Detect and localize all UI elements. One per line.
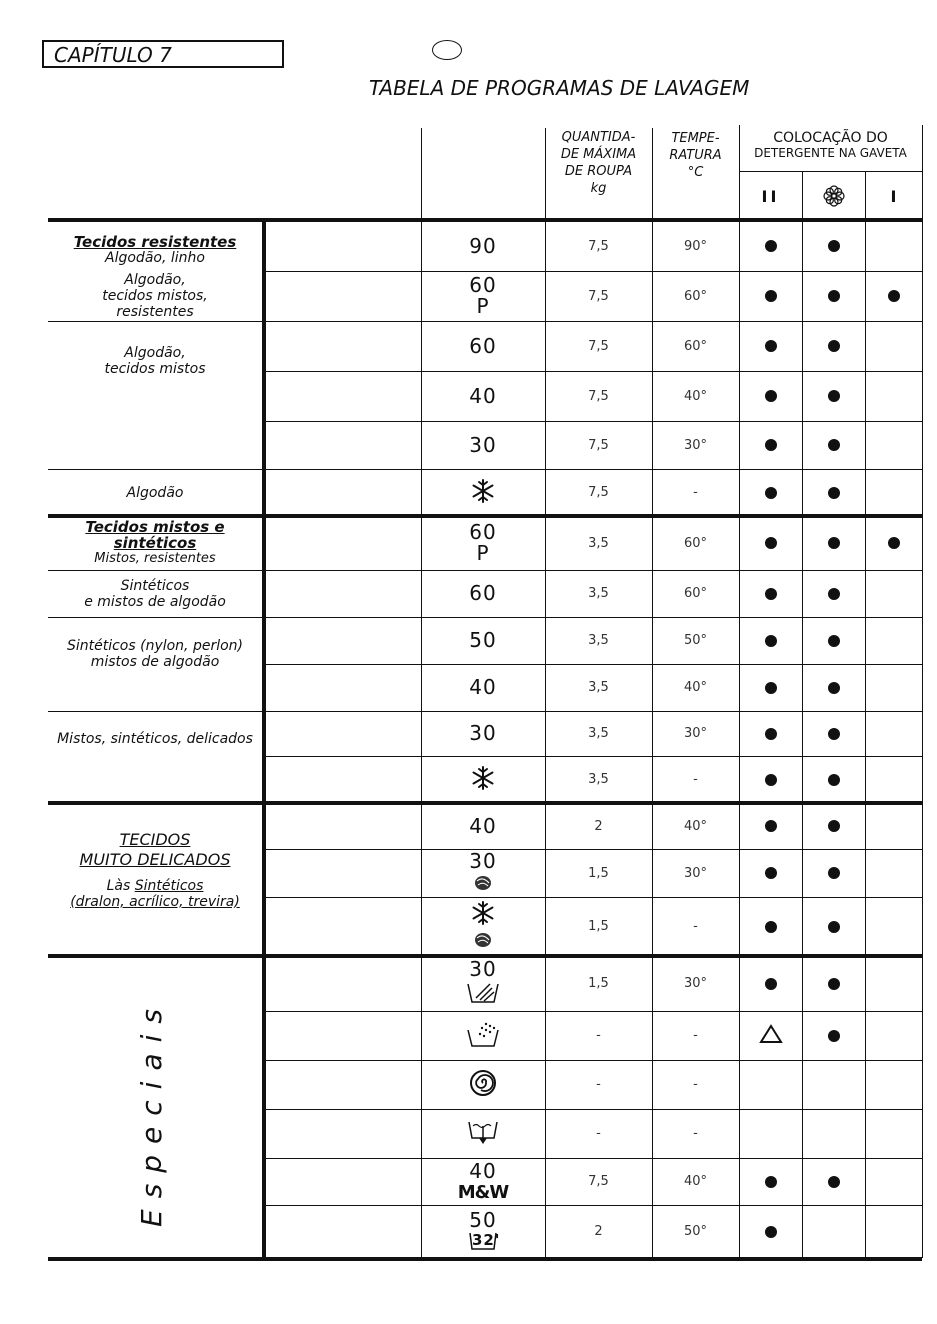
detergent-cell-c1 — [739, 849, 802, 897]
quantity-value: 7,5 — [588, 338, 609, 354]
detergent-dot — [828, 921, 840, 933]
detergent-cell-c2 — [802, 221, 865, 271]
detergent-cell-c3 — [865, 617, 922, 664]
page-title: TABELA DE PROGRAMAS DE LAVAGEM — [369, 76, 750, 100]
header-quantity-line: kg — [590, 180, 607, 196]
program-temperature: 50 — [469, 628, 497, 652]
group-line: Algodão, — [124, 344, 186, 361]
detergent-cell-c2 — [802, 570, 865, 617]
group-line: e mistos de algodão — [84, 593, 226, 610]
temperature-cell — [652, 756, 739, 803]
header-temperature-line: °C — [687, 164, 704, 180]
group-line: resistentes — [116, 304, 194, 320]
detergent-cell-c3 — [865, 1060, 922, 1109]
detergent-dot — [765, 820, 777, 832]
spin-icon — [469, 1069, 497, 1101]
quantity-value: 2 — [594, 818, 603, 834]
group-subtitle: Mistos, resistentes — [94, 551, 216, 566]
detergent-cell-c1 — [739, 1158, 802, 1205]
detergent-cell-c3 — [865, 1205, 922, 1258]
quantity-cell — [545, 371, 652, 421]
quantity-cell — [545, 469, 652, 516]
detergent-dot — [828, 487, 840, 499]
temperature-value: - — [693, 485, 698, 500]
detergent-cell-c2 — [802, 271, 865, 321]
quantity-cell — [545, 1011, 652, 1060]
detergent-cell-c1 — [739, 321, 802, 371]
detergent-cell-c2 — [802, 956, 865, 1011]
quantity-cell — [545, 897, 652, 956]
quantity-cell — [545, 617, 652, 664]
temperature-cell — [652, 711, 739, 756]
detergent-dot — [765, 774, 777, 786]
detergent-dot — [828, 978, 840, 990]
program-symbol — [421, 371, 545, 421]
detergent-cell-c2 — [802, 469, 865, 516]
detergent-cell-c3 — [865, 1109, 922, 1158]
quantity-cell — [545, 271, 652, 321]
detergent-cell-c2 — [802, 897, 865, 956]
quantity-value: 7,5 — [588, 1174, 609, 1189]
group-line: Algodão — [126, 484, 184, 501]
detergent-dot — [765, 537, 777, 549]
quantity-cell — [545, 803, 652, 849]
temperature-cell — [652, 664, 739, 711]
detergent-cell-c3 — [865, 371, 922, 421]
group-title: Tecidos resistentes — [73, 233, 237, 251]
program-symbol — [421, 803, 545, 849]
group-subtitle-prefix: Làs — [106, 878, 135, 894]
compartment-label: I — [890, 186, 897, 206]
group-title: sintéticos — [113, 534, 197, 552]
temperature-cell — [652, 271, 739, 321]
detergent-dot — [765, 978, 777, 990]
detergent-dot — [828, 635, 840, 647]
quantity-cell — [545, 1109, 652, 1158]
temperature-cell — [652, 1109, 739, 1158]
temperature-cell — [652, 803, 739, 849]
temperature-value: - — [693, 772, 698, 787]
detergent-dot — [765, 240, 777, 252]
program-symbol — [421, 421, 545, 469]
program-symbol — [421, 1158, 545, 1205]
header-quantity-line: DE ROUPA — [564, 163, 633, 179]
detergent-cell-c3 — [865, 756, 922, 803]
temperature-cell — [652, 849, 739, 897]
temperature-cell — [652, 570, 739, 617]
quantity-cell — [545, 956, 652, 1011]
program-symbol — [421, 469, 545, 516]
flower-icon — [802, 172, 865, 220]
detergent-cell-c1 — [739, 803, 802, 849]
handwash-icon — [466, 980, 500, 1008]
detergent-cell-c3 — [865, 803, 922, 849]
detergent-cell-c2 — [802, 711, 865, 756]
group-line: Algodão, — [124, 272, 186, 288]
quantity-cell — [545, 516, 652, 570]
program-suffix: M&W — [457, 1181, 509, 1203]
detergent-dot — [828, 867, 840, 879]
chapter-label: CAPÍTULO 7 — [42, 40, 284, 68]
temperature-cell — [652, 1158, 739, 1205]
program-symbol — [421, 516, 545, 570]
detergent-dot — [828, 390, 840, 402]
temperature-value: 60° — [683, 338, 708, 354]
temperature-value: 50° — [683, 633, 708, 648]
temperature-cell — [652, 897, 739, 956]
detergent-cell-c3 — [865, 321, 922, 371]
detergent-dot — [828, 682, 840, 694]
especiais-label: Especiais — [134, 997, 168, 1227]
temperature-value: 40° — [683, 818, 708, 834]
group-muito-delicados — [48, 820, 262, 920]
program-temperature: 60 — [469, 273, 497, 297]
group-subtitle-detail: (dralon, acrílico, trevira) — [70, 894, 240, 910]
quantity-value: - — [596, 1028, 601, 1043]
program-temperature: 40 — [469, 383, 497, 408]
program-symbol — [421, 271, 545, 321]
compartment-II-label — [739, 172, 802, 220]
header-detergent — [739, 125, 922, 165]
temperature-cell — [652, 221, 739, 271]
program-temperature: 50 — [469, 1208, 497, 1232]
quantity-value: - — [596, 1077, 601, 1092]
quantity-value: 1,5 — [588, 976, 609, 991]
quantity-value: 1,5 — [588, 919, 609, 934]
detergent-dot — [828, 290, 840, 302]
quantity-value: 3,5 — [588, 680, 609, 695]
temperature-cell — [652, 1011, 739, 1060]
detergent-cell-c2 — [802, 617, 865, 664]
quantity-value: 3,5 — [588, 535, 609, 551]
quantity-cell — [545, 421, 652, 469]
temperature-value: 90° — [683, 238, 708, 254]
detergent-cell-c1 — [739, 516, 802, 570]
temperature-cell — [652, 469, 739, 516]
col-line — [922, 125, 923, 1258]
detergent-cell-c1 — [739, 897, 802, 956]
temperature-value: - — [693, 1077, 698, 1092]
detergent-cell-c1 — [739, 711, 802, 756]
group-line: Sintéticos (nylon, perlon) — [66, 637, 244, 654]
quantity-cell — [545, 664, 652, 711]
program-temperature: 60 — [469, 333, 497, 358]
detergent-cell-c3 — [865, 956, 922, 1011]
detergent-dot — [765, 340, 777, 352]
detergent-dot — [765, 1226, 777, 1238]
detergent-cell-c1 — [739, 664, 802, 711]
temperature-value: 30° — [683, 726, 708, 741]
program-symbol — [421, 956, 545, 1011]
detergent-cell-c1 — [739, 221, 802, 271]
detergent-cell-c3 — [865, 421, 922, 469]
detergent-cell-c1 — [739, 756, 802, 803]
quantity-cell — [545, 570, 652, 617]
program-symbol — [421, 1205, 545, 1258]
temperature-value: 40° — [683, 1174, 708, 1189]
group-line: Mistos, sintéticos, delicados — [57, 730, 253, 747]
rinse-icon — [466, 1020, 500, 1052]
detergent-cell-c2 — [802, 756, 865, 803]
detergent-dot — [828, 1030, 840, 1042]
group-title: Tecidos mistos e — [85, 518, 225, 536]
temperature-cell — [652, 617, 739, 664]
program-symbol — [421, 617, 545, 664]
temperature-value: 40° — [683, 388, 708, 404]
quantity-value: 3,5 — [588, 772, 609, 787]
quantity-value: - — [596, 1126, 601, 1141]
detergent-cell-c3 — [865, 469, 922, 516]
detergent-dot — [828, 774, 840, 786]
detergent-cell-c3 — [865, 897, 922, 956]
compartment-label: II — [761, 186, 780, 206]
temperature-cell — [652, 516, 739, 570]
temperature-value: 40° — [683, 680, 708, 695]
program-symbol — [421, 897, 545, 956]
temperature-value: 30° — [683, 976, 708, 991]
quantity-value: 3,5 — [588, 726, 609, 741]
detergent-cell-c3 — [865, 711, 922, 756]
temperature-value: - — [693, 919, 698, 934]
temperature-value: 30° — [683, 865, 708, 881]
group-line: tecidos mistos, — [102, 288, 208, 304]
quantity-cell — [545, 756, 652, 803]
quantity-value: 7,5 — [588, 437, 609, 453]
timer-icon — [468, 1231, 501, 1253]
detergent-cell-c2 — [802, 1205, 865, 1258]
temperature-cell — [652, 1205, 739, 1258]
temperature-cell — [652, 1060, 739, 1109]
group-mistos-delicados — [48, 711, 262, 766]
quantity-value: 1,5 — [588, 865, 609, 881]
detergent-dot — [765, 635, 777, 647]
temperature-value: 60° — [683, 586, 708, 601]
program-temperature: 30 — [469, 721, 497, 745]
quantity-cell — [545, 849, 652, 897]
detergent-cell-c1 — [739, 469, 802, 516]
temperature-value: - — [693, 1126, 698, 1141]
detergent-cell-c3 — [865, 1011, 922, 1060]
detergent-cell-c3 — [865, 849, 922, 897]
detergent-dot — [765, 867, 777, 879]
detergent-cell-c3 — [865, 570, 922, 617]
program-symbol — [421, 849, 545, 897]
temperature-value: 60° — [683, 288, 708, 304]
quantity-cell — [545, 711, 652, 756]
detergent-dot — [765, 921, 777, 933]
detergent-cell-c2 — [802, 803, 865, 849]
group-algodao-mistos-resistentes — [48, 271, 262, 321]
language-oval-icon — [432, 40, 462, 60]
quantity-value: 3,5 — [588, 633, 609, 648]
detergent-cell-c1 — [739, 1011, 802, 1060]
detergent-cell-c1 — [739, 570, 802, 617]
group-sinteticos-mistos — [48, 570, 262, 617]
quantity-value: 7,5 — [588, 388, 609, 404]
detergent-cell-c2 — [802, 371, 865, 421]
detergent-dot — [765, 439, 777, 451]
detergent-dot — [828, 820, 840, 832]
quantity-value: 2 — [594, 1224, 603, 1239]
program-temperature: 30 — [469, 432, 497, 457]
detergent-dot — [888, 290, 900, 302]
snowflake-icon — [471, 766, 495, 794]
detergent-cell-c3 — [865, 221, 922, 271]
detergent-cell-c2 — [802, 321, 865, 371]
prewash-triangle-icon — [759, 1024, 783, 1048]
quantity-value: 7,5 — [588, 288, 609, 304]
program-symbol — [421, 1060, 545, 1109]
detergent-cell-c2 — [802, 421, 865, 469]
detergent-dot — [888, 537, 900, 549]
detergent-dot — [765, 290, 777, 302]
quantity-cell — [545, 221, 652, 271]
program-temperature: 40 — [469, 675, 497, 699]
wool-icon — [473, 929, 493, 953]
detergent-cell-c2 — [802, 1011, 865, 1060]
detergent-dot — [828, 340, 840, 352]
program-symbol — [421, 321, 545, 371]
detergent-dot — [765, 682, 777, 694]
group-subtitle — [107, 878, 204, 894]
program-suffix: P — [476, 294, 490, 318]
detergent-cell-c2 — [802, 1109, 865, 1158]
header-detergent-line: DETERGENTE NA GAVETA — [754, 146, 907, 160]
program-temperature: 90 — [469, 233, 497, 258]
group-subtitle-link: Sintéticos — [134, 878, 204, 894]
detergent-cell-c3 — [865, 664, 922, 711]
detergent-cell-c2 — [802, 1158, 865, 1205]
quantity-cell — [545, 1158, 652, 1205]
group-line: Sintéticos — [120, 577, 190, 594]
quantity-value: 7,5 — [588, 485, 609, 500]
program-temperature: 40 — [469, 813, 497, 838]
group-especiais — [56, 997, 246, 1227]
col-line-thick — [262, 221, 266, 1258]
program-symbol — [421, 1011, 545, 1060]
header-detergent-line: COLOCAÇÃO DO — [773, 130, 888, 146]
temperature-cell — [652, 321, 739, 371]
group-mistos-sinteticos — [48, 516, 262, 570]
temperature-cell — [652, 421, 739, 469]
detergent-dot — [765, 390, 777, 402]
group-title: TECIDOS — [119, 830, 191, 849]
temperature-cell — [652, 956, 739, 1011]
quantity-value: 3,5 — [588, 586, 609, 601]
detergent-cell-c1 — [739, 617, 802, 664]
quantity-cell — [545, 1060, 652, 1109]
group-tecidos-resistentes — [48, 229, 262, 271]
quantity-cell — [545, 321, 652, 371]
detergent-cell-c2 — [802, 849, 865, 897]
detergent-cell-c1 — [739, 421, 802, 469]
program-symbol — [421, 1109, 545, 1158]
detergent-cell-c1 — [739, 371, 802, 421]
detergent-dot — [828, 240, 840, 252]
program-symbol — [421, 756, 545, 803]
wool-icon — [473, 872, 493, 896]
program-symbol — [421, 711, 545, 756]
group-sinteticos-nylon — [48, 617, 262, 690]
quantity-cell — [545, 1205, 652, 1258]
group-title: MUITO DELICADOS — [79, 850, 231, 869]
program-duration: 32' — [472, 1231, 501, 1249]
detergent-dot — [828, 439, 840, 451]
program-symbol — [421, 221, 545, 271]
compartment-I-label — [865, 172, 922, 220]
quantity-value: 7,5 — [588, 238, 609, 254]
detergent-cell-c1 — [739, 1205, 802, 1258]
header-temperature — [652, 125, 739, 185]
temperature-cell — [652, 371, 739, 421]
group-algodao-mistos — [48, 321, 262, 400]
temperature-value: - — [693, 1028, 698, 1043]
group-algodao — [48, 469, 262, 516]
detergent-cell-c1 — [739, 271, 802, 321]
detergent-cell-c1 — [739, 956, 802, 1011]
detergent-cell-c3 — [865, 516, 922, 570]
temperature-value: 30° — [683, 437, 708, 453]
program-temperature: 40 — [469, 1158, 497, 1183]
header-temperature-line: RATURA — [669, 147, 722, 163]
detergent-dot — [828, 1176, 840, 1188]
header-quantity-line: DE MÁXIMA — [560, 146, 637, 162]
program-temperature: 60 — [469, 520, 497, 544]
detergent-dot — [828, 588, 840, 600]
detergent-dot — [765, 1176, 777, 1188]
detergent-dot — [828, 537, 840, 549]
detergent-dot — [765, 588, 777, 600]
detergent-cell-c1 — [739, 1109, 802, 1158]
detergent-dot — [765, 728, 777, 740]
program-temperature: 60 — [469, 581, 497, 605]
header-temperature-line: TEMPE- — [671, 130, 720, 146]
temperature-value: 60° — [683, 535, 708, 551]
group-subtitle: Algodão, linho — [105, 250, 205, 266]
detergent-cell-c1 — [739, 1060, 802, 1109]
program-temperature: 30 — [469, 957, 497, 981]
detergent-cell-c2 — [802, 516, 865, 570]
temperature-value: 50° — [683, 1224, 708, 1239]
program-temperature: 30 — [469, 848, 497, 873]
detergent-dot — [765, 487, 777, 499]
detergent-cell-c2 — [802, 664, 865, 711]
header-quantity — [545, 125, 652, 200]
detergent-cell-c3 — [865, 1158, 922, 1205]
group-line: mistos de algodão — [90, 653, 220, 670]
program-symbol — [421, 570, 545, 617]
detergent-dot — [828, 728, 840, 740]
detergent-cell-c3 — [865, 271, 922, 321]
detergent-cell-c2 — [802, 1060, 865, 1109]
header-quantity-line: QUANTIDA- — [561, 129, 636, 145]
snowflake-icon — [471, 479, 495, 507]
drain-icon — [467, 1118, 499, 1150]
group-line: tecidos mistos — [104, 360, 206, 377]
program-symbol — [421, 664, 545, 711]
program-suffix: P — [476, 541, 490, 565]
snowflake-icon — [471, 901, 495, 929]
